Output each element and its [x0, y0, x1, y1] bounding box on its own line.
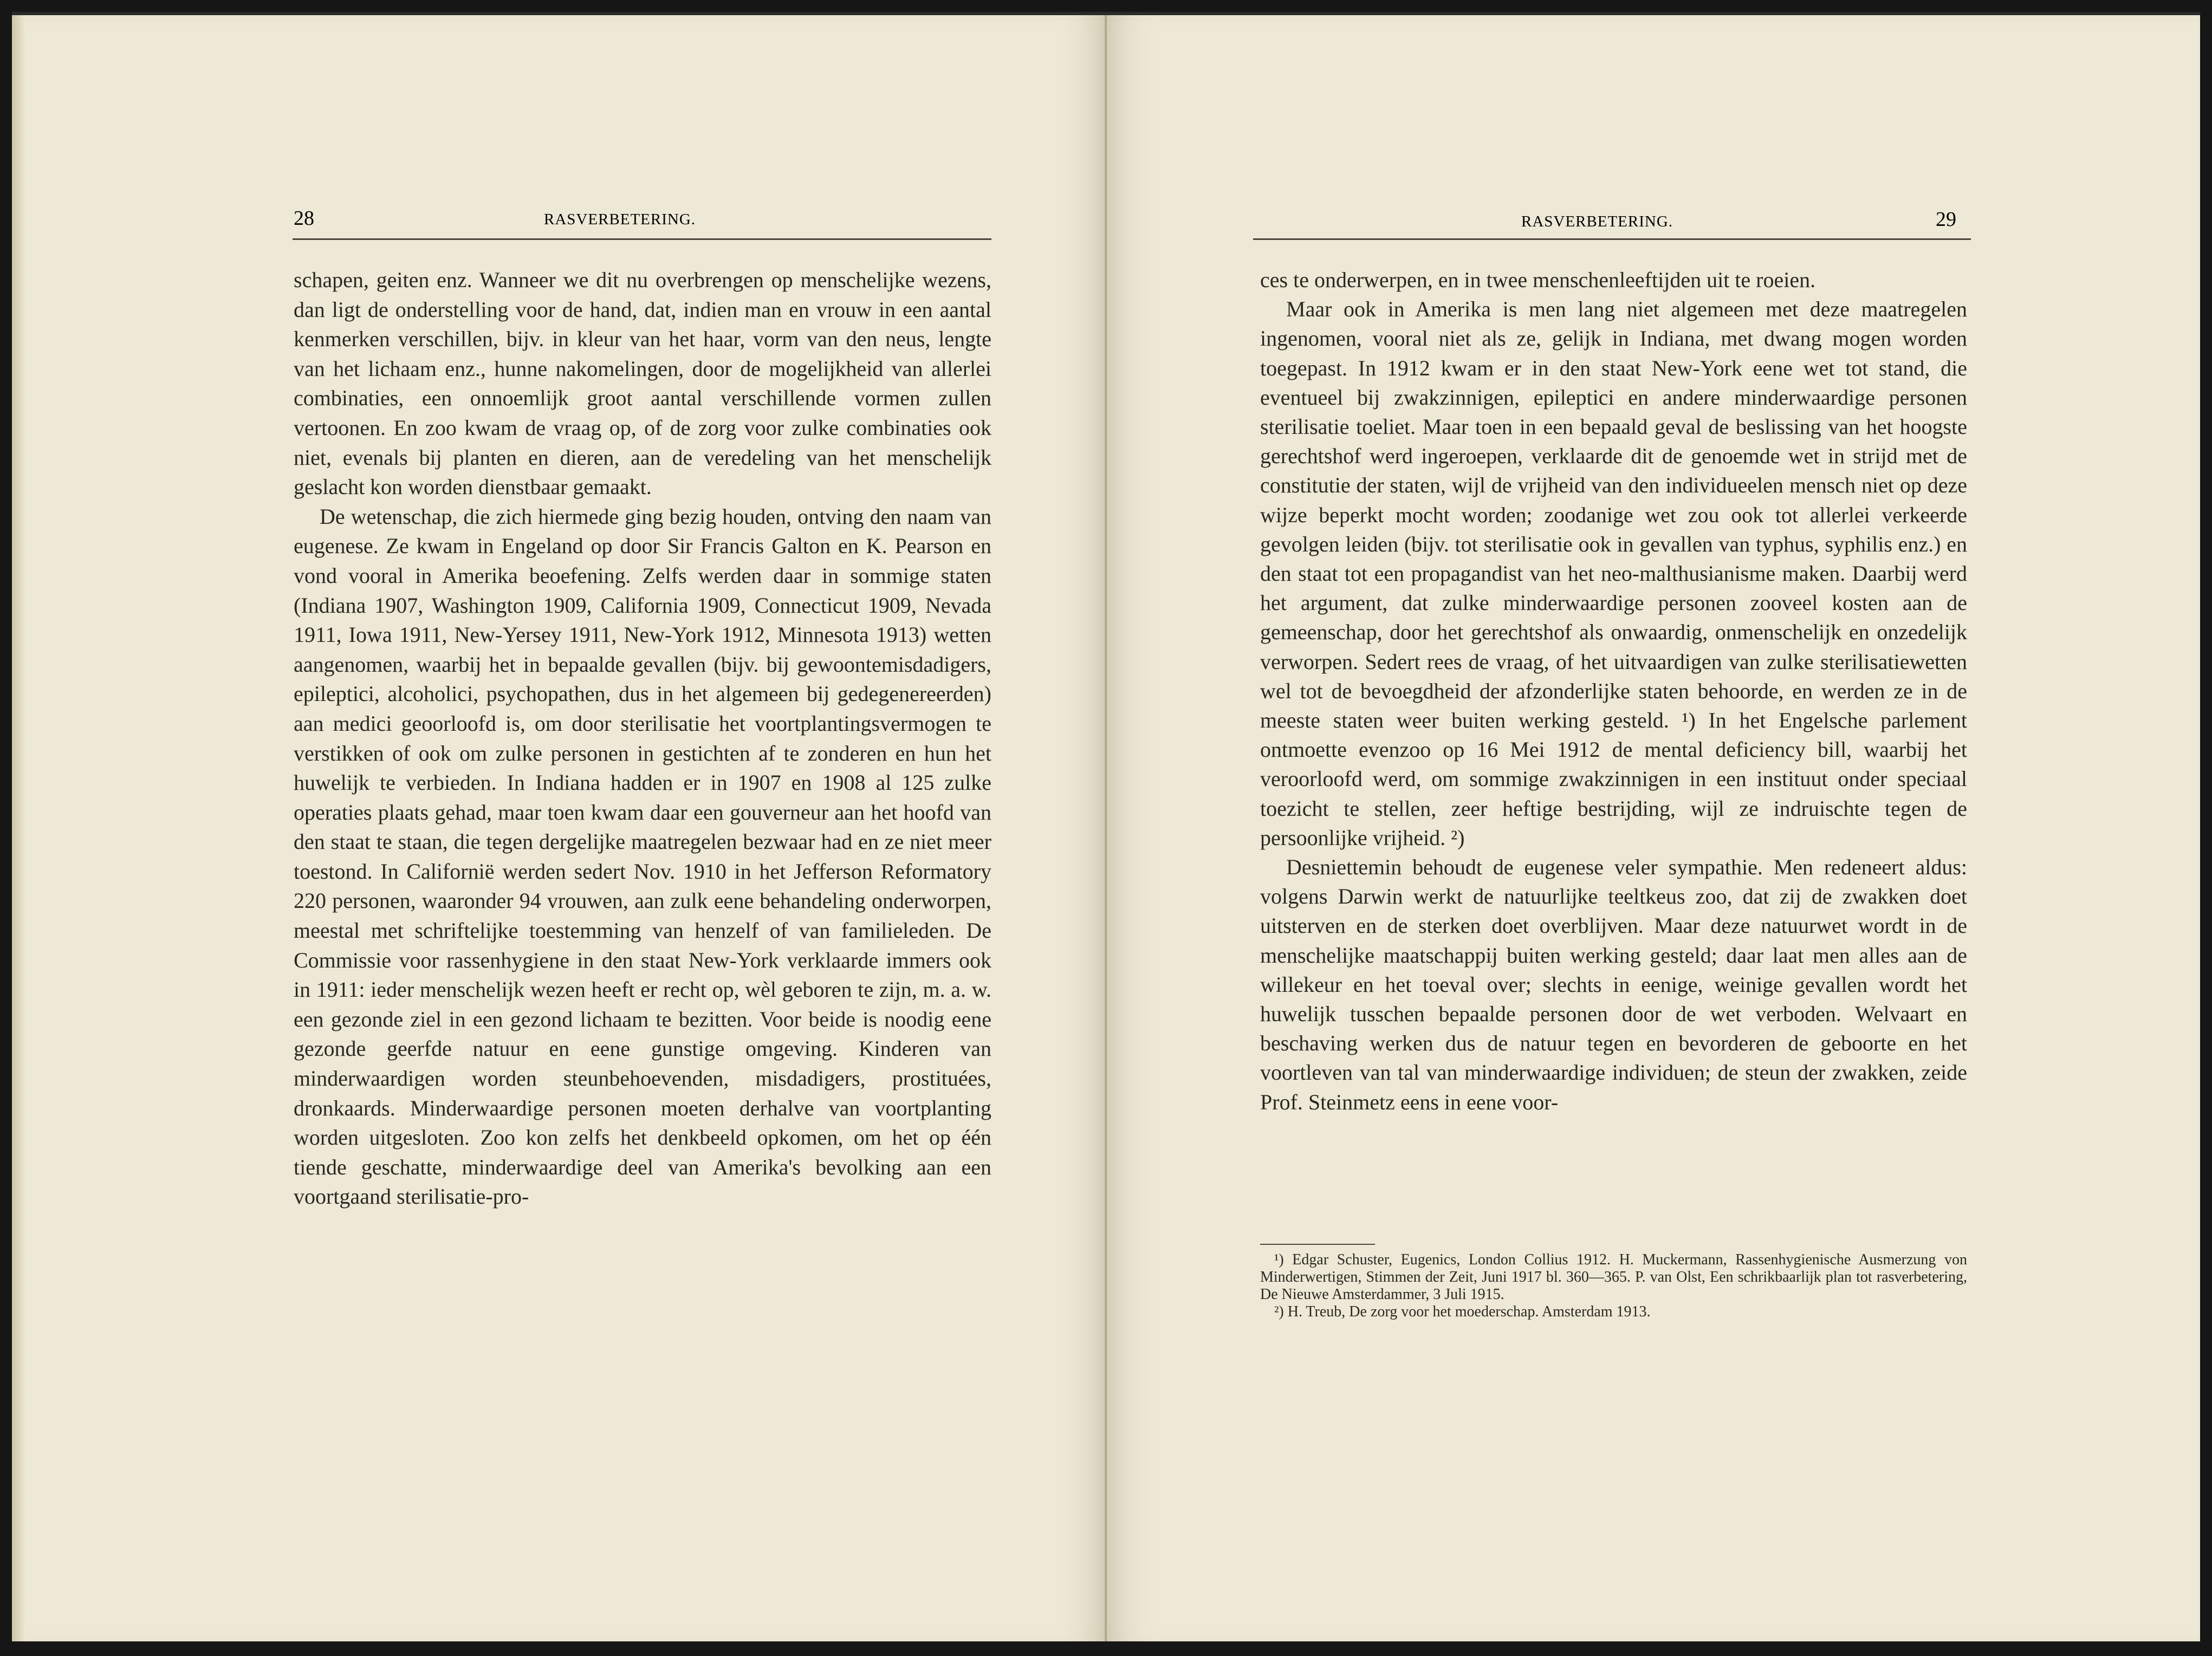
running-head-right: RASVERBETERING.	[1521, 213, 1673, 230]
page-edge	[12, 15, 26, 1641]
paragraph: schapen, geiten enz. Wanneer we dit nu overbrengen op menschelijke wezens, dan ligt de onderstelling voor de hand, dat, indien man en vrouw in een aantal kenmerken verschillen, bijv. in kleur van het haar, vorm van den neus, lengte van het lichaam enz., hunne nakomelingen, door de mogelijkheid van allerlei combinaties, een onnoemlijk groot aantal verschillende vormen zullen vertoonen. En zoo kwam de vraag op, of de zorg voor zulke combinaties ook niet, evenals bij planten en dieren, aan de veredeling van het menschelijk geslacht kon worden dienstbaar gemaakt.	[294, 268, 991, 499]
footnote: ¹) Edgar Schuster, Eugenics, London Collius 1912. H. Muckermann, Rassenhygienische Ausmerzung von Minderwertigen, Stimmen der Zeit, Juni 1917 bl. 360—365. P. van Olst, Een schrikbaarlijk plan tot rasverbetering, De Nieuwe Amsterdammer, 3 Juli 1915.	[1260, 1251, 1967, 1303]
paragraph: De wetenschap, die zich hiermede ging bezig houden, ontving den naam van eugenese. Ze kwam in Engeland op door Sir Francis Galton en K. Pearson en vond vooral in Amerika beoefening. Zelfs werden daar in sommige staten (Indiana 1907, Washington 1909, California 1909, Connecticut 1909, Nevada 1911, Iowa 1911, New-Yersey 1911, New-York 1912, Minnesota 1913) wetten aangenomen, waarbij het in bepaalde gevallen (bijv. bij gewoontemisdadigers, epileptici, alcoholici, psychopathen, dus in het algemeen bij gedegenereerden) aan medici geoorloofd is, om door sterilisatie het voortplantingsvermogen te verstikken of ook om zulke personen in gestichten af te zonderen en hun het huwelijk te verbieden. In Indiana hadden er in 1907 en 1908 al 125 zulke operaties plaats gehad, maar toen kwam daar een gouverneur aan het hoofd van den staat te staan, die tegen dergelijke maatregelen bezwaar had en ze niet meer toestond. In Californië werden sedert Nov. 1910 in het Jefferson Reformatory 220 personen, waaronder 94 vrouwen, aan zulk eene behandeling onderworpen, meestal met schriftelijke toestemming van henzelf of van familieleden. De Commissie voor rassenhygiene in den staat New-York verklaarde immers ook in 1911: ieder menschelijk wezen heeft er recht op, wèl geboren te zijn, m. a. w. een gezonde ziel in een gezond lichaam te bezitten. Voor beide is noodig eene gezonde geerfde natuur en eene gunstige omgeving. Kinderen van minderwaardigen worden steunbehoevenden, misdadigers, prostituées, dronkaards. Minderwaardige personen moeten derhalve van voortplanting worden uitgesloten. Zoo kon zelfs het denkbeeld opkomen, om het op één tiende geschatte, minderwaardige deel van Amerika's bevolking aan een voortgaand sterilisatie-pro-	[294, 504, 991, 1209]
left-body-text	[294, 265, 991, 1212]
footnote: ²) H. Treub, De zorg voor het moederschap. Amsterdam 1913.	[1274, 1303, 1651, 1320]
header-rule-right	[1253, 238, 1971, 240]
page-number-left: 28	[294, 207, 314, 230]
paragraph: Desniettemin behoudt de eugenese veler sympathie. Men redeneert aldus: volgens Darwin werkt de natuurlijke teeltkeus zoo, dat zij de zwakken doet uitsterven en de sterken doet overblijven. Maar deze natuurwet wordt in de menschelijke maatschappij buiten werking gesteld; daar laat men alles aan de willekeur en het toeval over; slechts in eenige, weinige gevallen wordt het huwelijk tusschen bepaalde personen door de wet verboden. Welvaart en beschaving werken dus de natuur tegen en bevorderen de geboorte en het voortleven van tal van minderwaardige individuen; de steun der zwakken, zeide Prof. Steinmetz eens in eene voor-	[1260, 855, 1967, 1114]
paragraph: ces te onderwerpen, en in twee menschenleeftijden uit te roeien.	[1260, 268, 1816, 292]
footnote-rule	[1260, 1244, 1375, 1245]
page-number-right: 29	[1936, 208, 1956, 231]
header-rule-left	[293, 238, 991, 240]
right-body-text	[1260, 265, 1967, 1117]
open-book	[12, 12, 2200, 1641]
paragraph: Maar ook in Amerika is men lang niet algemeen met deze maatregelen ingenomen, vooral niet als ze, gelijk in Indiana, met dwang mogen worden toegepast. In 1912 kwam er in den staat New-York eene wet tot stand, die eventueel bij zwakzinnigen, epileptici en andere minderwaardige personen sterilisatie toeliet. Maar toen in een bepaald geval de beslissing van het hoogste gerechtshof werd ingeroepen, verklaarde dit de genoemde wet in strijd met de constitutie der staten, wijl de vrijheid van den individueelen mensch niet op deze wijze beperkt mocht worden; zoodanige wet zou ook tot allerlei verkeerde gevolgen leiden (bijv. tot sterilisatie ook in gevallen van typhus, syphilis enz.) en den staat tot een propagandist van het neo-malthusianisme maken. Daarbij werd het argument, dat zulke minderwaardige personen zooveel kosten aan de gemeenschap, door het gerechtshof als onwaardig, onmenschelijk en onzedelijk verworpen. Sedert rees de vraag, of het uitvaardigen van zulke sterilisatiewetten wel tot de bevoegdheid der afzonderlijke staten behoorde, en werden ze in de meeste staten weer buiten werking gesteld. ¹) In het Engelsche parlement ontmoette evenzoo op 16 Mei 1912 de mental deficiency bill, waarbij het veroorloofd werd, om sommige zwakzinnigen in een instituut onder speciaal toezicht te stellen, zeer heftige bestrijding, wijl ze indruischte tegen de persoonlijke vrijheid. ²)	[1260, 297, 1967, 850]
right-page	[1107, 15, 2200, 1641]
running-head-left: RASVERBETERING.	[544, 211, 696, 228]
footnotes	[1260, 1251, 1967, 1321]
left-page	[12, 15, 1105, 1641]
